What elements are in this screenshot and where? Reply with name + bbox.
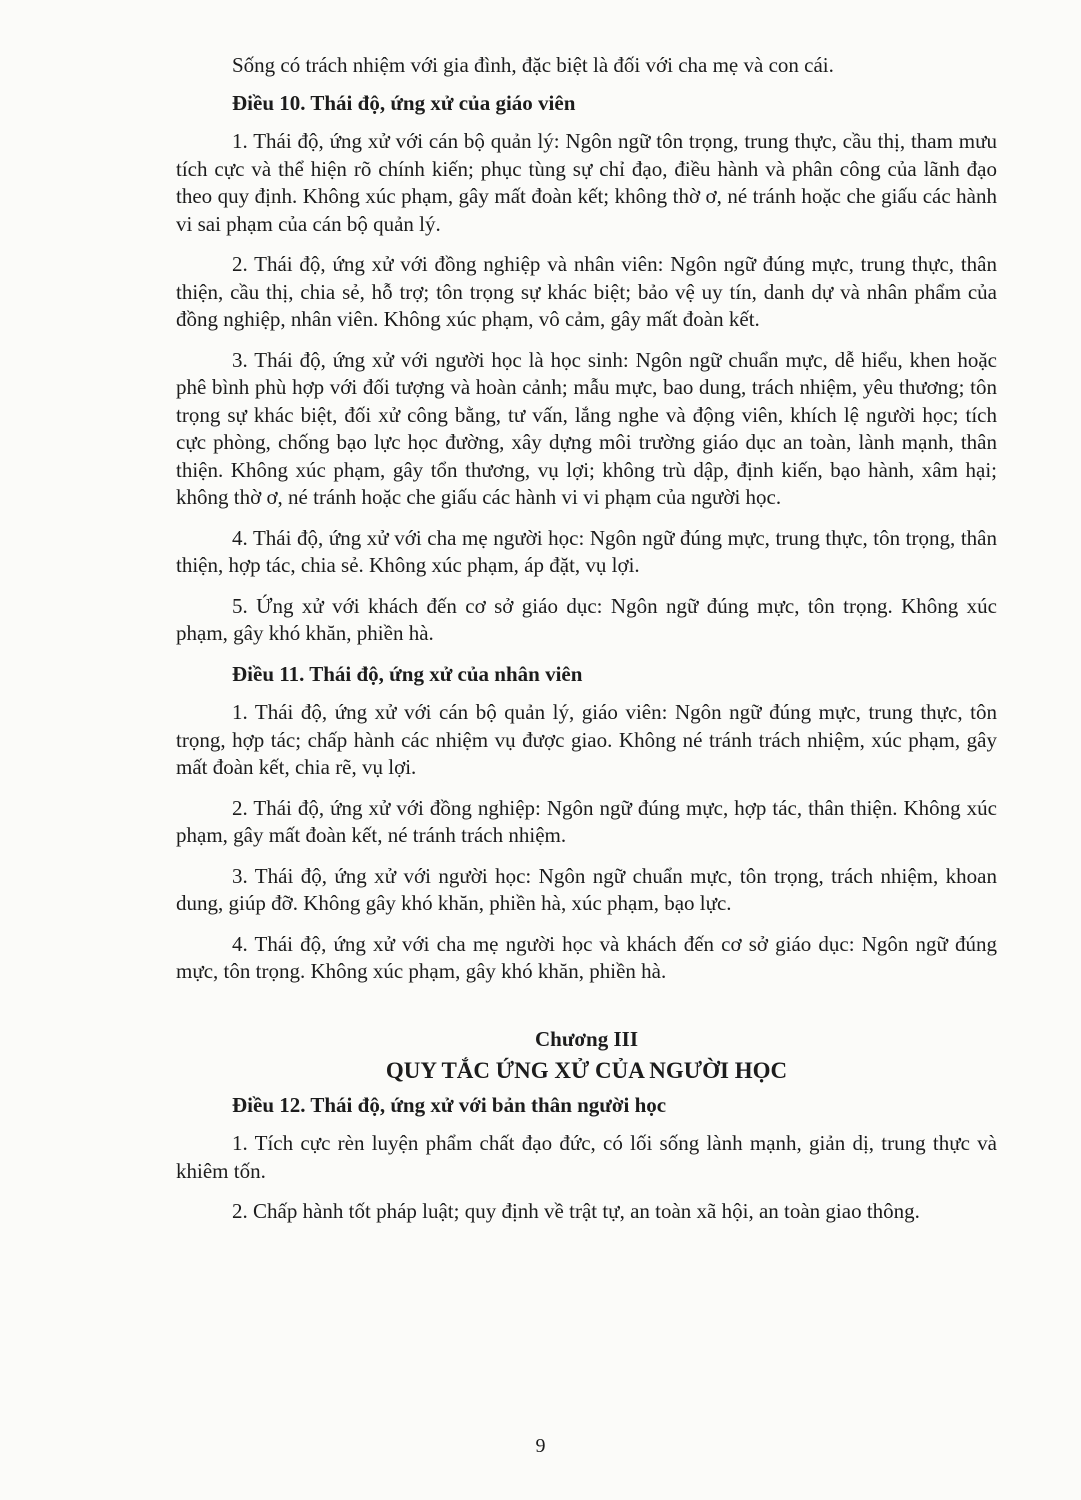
article-11-clause-1: 1. Thái độ, ứng xử với cán bộ quản lý, giáo viên: Ngôn ngữ đúng mực, trung thực, tôn trọng, hợp tác; chấp hành các nhiệm vụ được giao. Không né tránh trách nhiệm, xúc phạm, gây mất đoàn kết, chia rẽ, vụ lợi. — [176, 700, 997, 779]
article-12-title: Điều 12. Thái độ, ứng xử với bản thân người học — [232, 1092, 667, 1117]
page-number: 9 — [535, 1435, 546, 1457]
article-10-clause-3: 3. Thái độ, ứng xử với người học là học sinh: Ngôn ngữ chuẩn mực, dễ hiểu, khen hoặc phê bình phù hợp với đối tượng và hoàn cảnh; mẫu mực, bao dung, trách nhiệm, yêu thương; tôn trọng sự khác biệt, đối xử công bằng, tư vấn, lắng nghe và động viên, khích lệ người học; tích cực phòng, chống bạo lực học đường, xây dựng môi trường giáo dục an toàn, lành mạnh, thân thiện. Không xúc phạm, gây tổn thương, vụ lợi; không trù dập, định kiến, bạo hành, xâm hại; không thờ ơ, né tránh hoặc che giấu các hành vi vi phạm của người học. — [176, 347, 997, 509]
article-10-clause-1: 1. Thái độ, ứng xử với cán bộ quản lý: Ngôn ngữ tôn trọng, trung thực, cầu thị, tham mưu tích cực và thể hiện rõ chính kiến; phục tùng sự chỉ đạo, điều hành và phân công của lãnh đạo theo quy định. Không xúc phạm, gây mất đoàn kết; không thờ ơ, né tránh hoặc che giấu các hành vi sai phạm của cán bộ quản lý. — [176, 129, 997, 236]
page-content — [176, 52, 997, 1226]
lead-paragraph: Sống có trách nhiệm với gia đình, đặc biệt là đối với cha mẹ và con cái. — [232, 53, 834, 77]
article-11-clause-3: 3. Thái độ, ứng xử với người học: Ngôn ngữ chuẩn mực, tôn trọng, trách nhiệm, khoan dung, giúp đỡ. Không gây khó khăn, phiền hà, xúc phạm, bạo lực. — [176, 863, 997, 915]
article-12-clause-2: 2. Chấp hành tốt pháp luật; quy định về trật tự, an toàn xã hội, an toàn giao thông. — [232, 1199, 920, 1223]
chapter-number: Chương III — [534, 1026, 639, 1051]
article-10-clause-2: 2. Thái độ, ứng xử với đồng nghiệp và nhân viên: Ngôn ngữ đúng mực, trung thực, thân thiện, cầu thị, chia sẻ, hỗ trợ; tôn trọng sự khác biệt; bảo vệ uy tín, danh dự và nhân phẩm của đồng nghiệp, nhân viên. Không xúc phạm, vô cảm, gây mất đoàn kết. — [176, 252, 997, 331]
article-10-clause-4: 4. Thái độ, ứng xử với cha mẹ người học: Ngôn ngữ đúng mực, trung thực, tôn trọng, thân thiện, hợp tác, chia sẻ. Không xúc phạm, áp đặt, vụ lợi. — [176, 525, 997, 577]
article-11-clause-2: 2. Thái độ, ứng xử với đồng nghiệp: Ngôn ngữ đúng mực, hợp tác, thân thiện. Không xúc phạm, gây mất đoàn kết, né tránh trách nhiệm. — [176, 795, 997, 847]
article-12-clause-1: 1. Tích cực rèn luyện phẩm chất đạo đức, có lối sống lành mạnh, giản dị, trung thực và khiêm tốn. — [176, 1131, 997, 1183]
article-11-title: Điều 11. Thái độ, ứng xử của nhân viên — [232, 661, 583, 686]
chapter-name: QUY TẮC ỨNG XỬ CỦA NGƯỜI HỌC — [385, 1057, 788, 1083]
article-11-clause-4: 4. Thái độ, ứng xử với cha mẹ người học và khách đến cơ sở giáo dục: Ngôn ngữ đúng mực, tôn trọng. Không xúc phạm, gây khó khăn, phiền hà. — [176, 931, 997, 983]
article-10-clause-5: 5. Ứng xử với khách đến cơ sở giáo dục: Ngôn ngữ đúng mực, tôn trọng. Không xúc phạm, gây khó khăn, phiền hà. — [176, 593, 997, 645]
chapter-heading — [176, 1024, 997, 1086]
article-10-title: Điều 10. Thái độ, ứng xử của giáo viên — [232, 90, 576, 115]
